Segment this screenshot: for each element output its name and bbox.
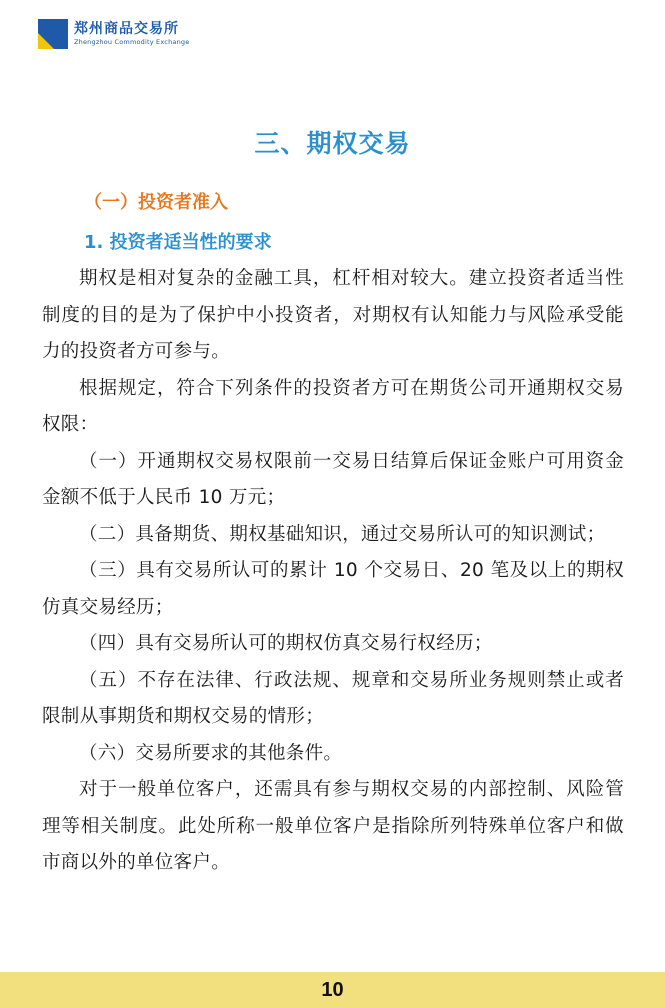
list-item: （六）交易所要求的其他条件。 xyxy=(79,742,343,764)
paragraph: 期权是相对复杂的金融工具，杠杆相对较大。建立投资者适当性制度的目的是为了保护中小投资者，对期权有认知能力与风险承受能力的投资者方可参与。 xyxy=(42,268,624,362)
footer-bar xyxy=(0,972,665,1008)
logo-name-en: Zhengzhou Commodity Exchange xyxy=(74,38,190,47)
list-item: （四）具有交易所认可的期权仿真交易行权经历； xyxy=(79,633,493,654)
page-number: 10 xyxy=(321,978,344,1001)
exchange-logo-icon xyxy=(38,19,68,49)
list-item: （五）不存在法律、行政法规、规章和交易所业务规则禁止或者限制从事期货和期权交易的情形； xyxy=(42,669,624,727)
logo-text xyxy=(74,22,189,46)
sub-heading: 1. 投资者适当性的要求 xyxy=(84,232,272,253)
list-item: （二）具备期货、期权基础知识，通过交易所认可的知识测试； xyxy=(79,523,606,545)
logo-name-cn: 郑州商品交易所 xyxy=(74,21,179,38)
list-item: （三）具有交易所认可的累计 10 个交易日、20 笔及以上的期权仿真交易经历； xyxy=(42,560,624,618)
section-heading: （一）投资者准入 xyxy=(84,192,228,213)
paragraph: 根据规定，符合下列条件的投资者方可在期货公司开通期权交易权限： xyxy=(42,377,624,435)
list-item: （一）开通期权交易权限前一交易日结算后保证金账户可用资金金额不低于人民币 10 万元； xyxy=(42,450,624,508)
content-body xyxy=(42,185,624,882)
page-title: 三、期权交易 xyxy=(254,129,411,158)
paragraph: 对于一般单位客户，还需具有参与期权交易的内部控制、风险管理等相关制度。此处所称一般单位客户是指除所列特殊单位客户和做市商以外的单位客户。 xyxy=(42,779,624,873)
header xyxy=(38,16,189,52)
